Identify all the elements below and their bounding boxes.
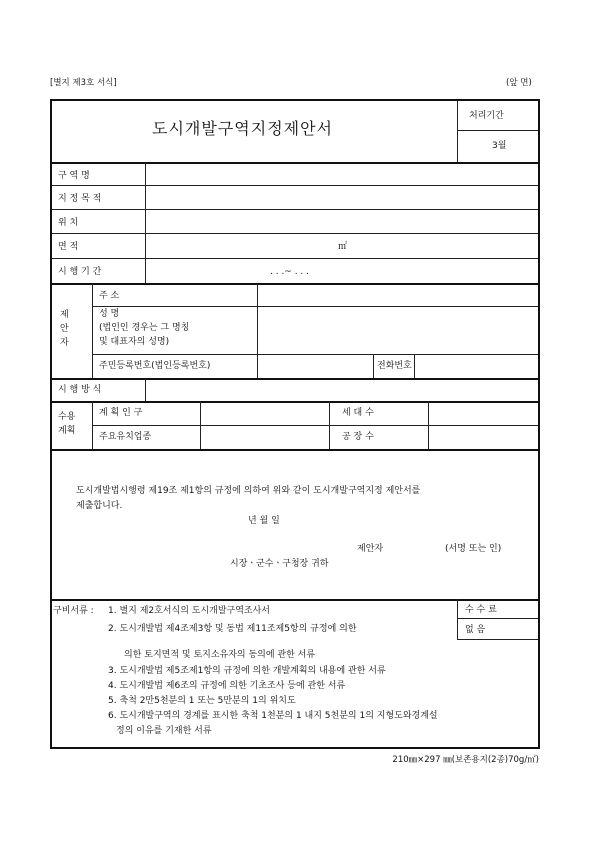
- proposer-reg-no-label: 주민등록번호(법인등록번호): [99, 361, 211, 371]
- proposer-phone-label: 전화번호: [377, 361, 412, 371]
- document-item-2-cont: 의한 토지면적 및 토지소유자의 동의에 관한 서류: [124, 650, 316, 660]
- signer-label: 제안자: [357, 544, 384, 554]
- period-label: 시 행 기 간: [58, 267, 102, 277]
- proposer-label-2: 안: [60, 324, 69, 334]
- document-item-6: 6. 도시개발구역의 경계를 표시한 축척 1천분의 1 내지 5천분의 1의 지형도와경계설: [108, 711, 438, 721]
- form-title: 도시개발구역지정제안서: [152, 119, 334, 138]
- document-item-5: 5. 축척 2만5천분의 1 또는 5만분의 1의 위치도: [108, 696, 296, 706]
- proposer-name-note-2: 및 대표자의 성명): [99, 337, 170, 347]
- proposer-label-1: 제: [60, 310, 69, 320]
- document-item-1: 1. 별지 제2호서식의 도시개발구역조사서: [108, 606, 271, 616]
- designation-purpose-label: 지 정 목 적: [58, 194, 102, 204]
- document-item-2: 2. 도시개발법 제4조제3항 및 동법 제11조제5항의 규정에 의한: [108, 624, 357, 634]
- date-line: 년 월 일: [248, 516, 280, 526]
- factory-count-label: 공 장 수: [342, 432, 374, 442]
- processing-period-label: 처리기간: [469, 111, 504, 121]
- form-frame: [50, 99, 540, 749]
- statement-line-1: 도시개발법시행령 제19조 제1항의 규정에 의하여 위와 같이 도시개발구역지정 제안서를: [76, 486, 421, 496]
- method-label: 시 행 방 식: [58, 385, 102, 395]
- paper-spec: 210㎜×297 ㎜(보존용지(2종)70g/㎡): [392, 755, 539, 765]
- form-reference: [별지 제3호 서식]: [50, 78, 117, 88]
- proposer-label-3: 자: [60, 338, 69, 348]
- planned-population-label: 계 획 인 구: [99, 408, 143, 418]
- proposer-name-label: 성 명: [99, 309, 120, 319]
- demand-plan-label-2: 계획: [58, 426, 76, 436]
- period-value: . . .~ . . .: [270, 267, 310, 277]
- document-item-6-cont: 정의 이유를 기재한 서류: [116, 726, 212, 736]
- processing-period-value: 3월: [492, 141, 507, 151]
- required-documents-label: 구비서류 :: [53, 606, 94, 616]
- document-item-3: 3. 도시개발법 제5조제1항의 규정에 의한 개발계획의 내용에 관한 서류: [108, 666, 386, 676]
- signer-note: (서명 또는 인): [445, 544, 502, 554]
- area-unit: ㎡: [338, 242, 348, 252]
- statement-line-2: 제출합니다.: [76, 501, 123, 511]
- proposer-address-label: 주 소: [99, 291, 120, 301]
- households-label: 세 대 수: [342, 408, 374, 418]
- document-item-4: 4. 도시개발법 제6조의 규정에 의한 기초조사 등에 관한 서류: [108, 681, 346, 691]
- page-side-label: (앞 면): [506, 78, 532, 88]
- location-label: 위 치: [58, 218, 79, 228]
- demand-plan-label-1: 수용: [58, 412, 76, 422]
- area-label: 면 적: [58, 242, 79, 252]
- fee-value: 없 음: [465, 625, 486, 635]
- zone-name-label: 구 역 명: [58, 171, 90, 181]
- main-industry-label: 주요유치업종: [99, 432, 152, 442]
- proposer-name-note-1: (법인인 경우는 그 명칭: [99, 323, 190, 333]
- recipient: 시장ㆍ군수ㆍ구청장 귀하: [230, 559, 329, 569]
- fee-label: 수 수 료: [465, 605, 497, 615]
